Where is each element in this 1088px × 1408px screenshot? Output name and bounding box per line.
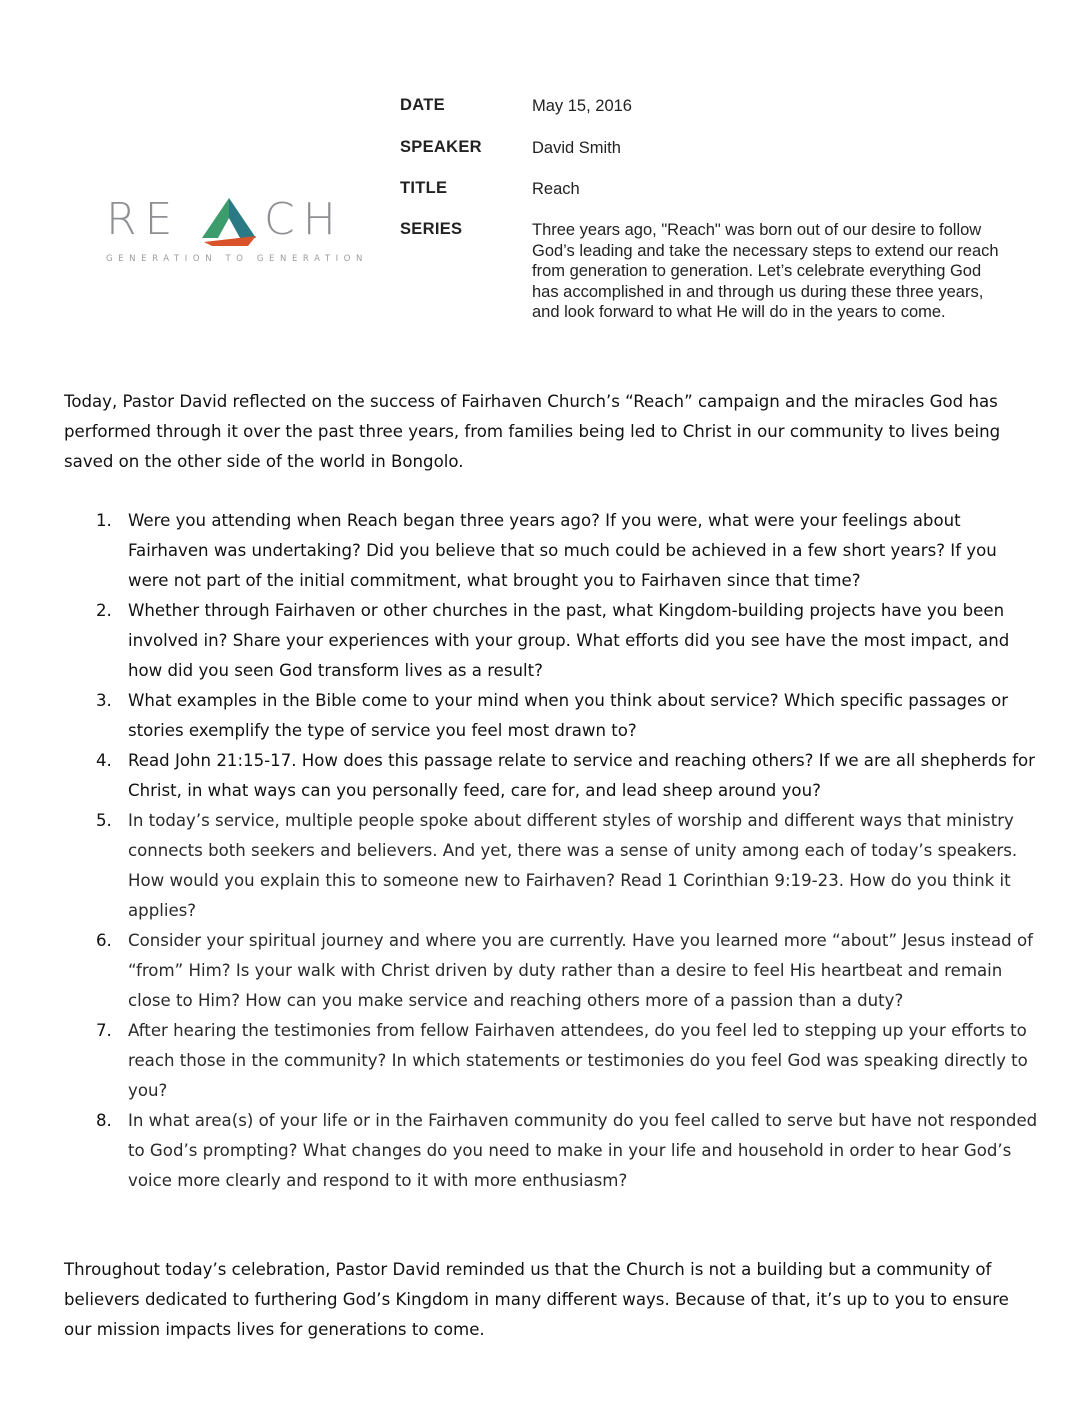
question-text: In today’s service, multiple people spoke about different styles of worship and different ways that ministry connects both seekers and believers. And yet, there was a sense of unity among each of today’s speakers. How would you explain this to someone new to Fairhaven? Read 1 Corinthian 9:19-23. How do you think it applies? (128, 811, 1018, 920)
question-item (64, 806, 1039, 926)
question-number: 3. (96, 691, 112, 710)
meta-value: May 15, 2016 (532, 97, 632, 115)
question-number: 8. (96, 1111, 112, 1130)
intro-paragraph: Today, Pastor David reflected on the success of Fairhaven Church’s “Reach” campaign and the miracles God has performed through it over the past three years, from families being led to Christ in our community to lives being saved on the other side of the world in Bongolo. (64, 392, 1001, 471)
meta-row-speaker (400, 138, 1040, 179)
discussion-questions (64, 506, 1039, 1196)
meta-label: SERIES (400, 220, 463, 238)
logo-tagline: GENERATION TO GENERATION (106, 254, 368, 264)
meta-label: DATE (400, 96, 445, 114)
question-text: After hearing the testimonies from fellow Fairhaven attendees, do you feel led to stepping up your efforts to reach those in the community? In which statements or testimonies do you feel God was speaking directly to you? (128, 1021, 1028, 1100)
question-item (64, 1016, 1039, 1106)
meta-value: Reach (532, 180, 580, 198)
meta-row-date (400, 96, 1040, 138)
logo-triangle-icon (198, 196, 260, 246)
question-item (64, 506, 1039, 596)
question-number: 6. (96, 931, 112, 950)
question-item (64, 926, 1039, 1016)
series-description: Three years ago, "Reach" was born out of our desire to follow God’s leading and take the necessary steps to extend our reach from generation to generation. Let’s celebrate everything God has accomplished in and through us during these three years, and look forward to what He will do in the years to come. (532, 221, 999, 322)
meta-row-title (400, 179, 1040, 220)
meta-value: David Smith (532, 139, 621, 157)
question-item (64, 746, 1039, 806)
logo-letters-left: RE (106, 194, 181, 245)
question-text: Consider your spiritual journey and where you are currently. Have you learned more “about” Jesus instead of “from” Him? Is your walk with Christ driven by duty rather than a desire to feel His heartbeat and remain close to Him? How can you make service and reaching others more of a passion than a duty? (128, 931, 1033, 1010)
question-item (64, 686, 1039, 746)
question-number: 2. (96, 601, 112, 620)
question-text: Were you attending when Reach began three years ago? If you were, what were your feelings about Fairhaven was undertaking? Did you believe that so much could be achieved in a few short years? If you were not part of the initial commitment, what brought you to Fairhaven since that time? (128, 511, 997, 590)
question-item (64, 596, 1039, 686)
logo-wordmark (106, 194, 346, 246)
question-text: In what area(s) of your life or in the Fairhaven community do you feel called to serve but have not responded to God’s prompting? What changes do you need to make in your life and household in order to hear God’s voice more clearly and respond to it with more enthusiasm? (128, 1111, 1038, 1190)
meta-label: TITLE (400, 179, 448, 197)
question-text: Read John 21:15-17. How does this passage relate to service and reaching others? If we are all shepherds for Christ, in what ways can you personally feed, care for, and lead sheep around you? (128, 751, 1036, 800)
question-number: 5. (96, 811, 112, 830)
question-number: 7. (96, 1021, 112, 1040)
question-item (64, 1106, 1039, 1196)
question-number: 4. (96, 751, 112, 770)
question-number: 1. (96, 511, 112, 530)
logo-letters-right: CH (264, 194, 344, 245)
sermon-meta (400, 96, 1040, 323)
question-text: What examples in the Bible come to your mind when you think about service? Which specific passages or stories exemplify the type of service you feel most drawn to? (128, 691, 1009, 740)
reach-logo (106, 194, 368, 274)
closing-paragraph: Throughout today’s celebration, Pastor David reminded us that the Church is not a building but a community of believers dedicated to furthering God’s Kingdom in many different ways. Because of that, it’s up to you to ensure our mission impacts lives for generations to come. (64, 1260, 1009, 1339)
meta-row-series (400, 220, 1040, 323)
question-text: Whether through Fairhaven or other churches in the past, what Kingdom-building projects have you been involved in? Share your experiences with your group. What efforts did you see have the most impact, and how did you seen God transform lives as a result? (128, 601, 1010, 680)
meta-label: SPEAKER (400, 138, 482, 156)
